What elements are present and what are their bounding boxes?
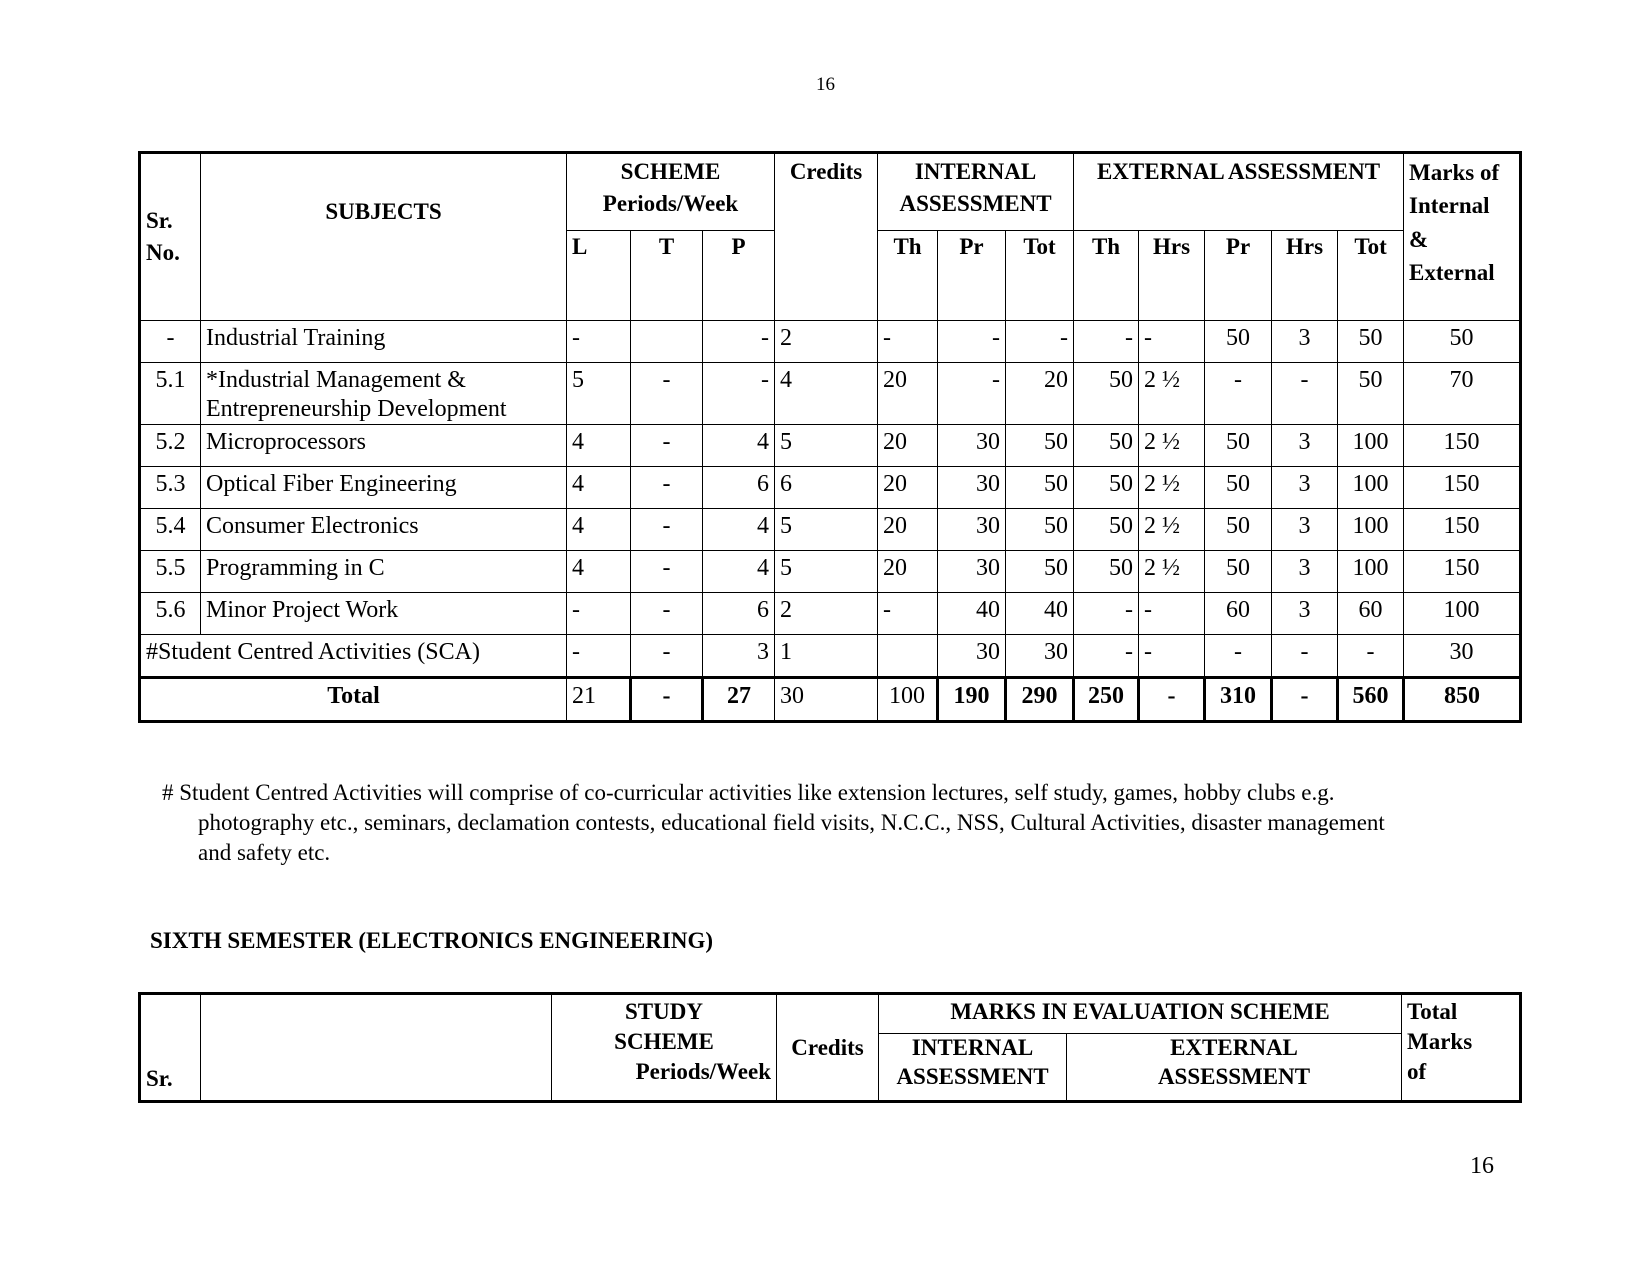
footnote-line: # Student Centred Activities will comprise of co-curricular activities like extension lectures, self study, games, hobby clubs e.g.: [162, 780, 1335, 805]
cell-T: -: [631, 508, 703, 550]
t2-header-credits: Credits: [777, 994, 879, 1102]
cell-credits: 6: [775, 466, 878, 508]
cell-sr-no: -: [140, 321, 201, 363]
cell-marks: 70: [1404, 363, 1521, 425]
cell-ext-tot: 50: [1338, 363, 1404, 425]
cell-P: 4: [703, 550, 775, 592]
cell-ext-hrs1: 2 ½: [1139, 424, 1205, 466]
header-p: P: [703, 231, 775, 321]
cell-marks: 150: [1404, 508, 1521, 550]
cell-T: -: [631, 550, 703, 592]
cell-ext-th: 50: [1074, 508, 1139, 550]
cell-sr-no: 5.1: [140, 363, 201, 425]
header-external-assessment: EXTERNAL ASSESSMENT: [1074, 153, 1404, 231]
cell-ext-th: -: [1074, 634, 1139, 677]
table-row: [140, 466, 1521, 508]
cell-credits: 2: [775, 321, 878, 363]
cell-sr-no: 5.3: [140, 466, 201, 508]
cell-ext-th: -: [1074, 592, 1139, 634]
cell-ext-hrs1: 2 ½: [1139, 363, 1205, 425]
cell-marks: 30: [1404, 634, 1521, 677]
cell-int-th: 20: [878, 363, 938, 425]
table-row: [140, 592, 1521, 634]
cell-L: 4: [567, 550, 631, 592]
cell-credits: 1: [775, 634, 878, 677]
header-ext-hrs-practical: Hrs: [1272, 231, 1338, 321]
section-title: SIXTH SEMESTER (ELECTRONICS ENGINEERING): [150, 928, 713, 953]
header-t: T: [631, 231, 703, 321]
cell-int-tot: 50: [1006, 424, 1074, 466]
t2-header-marks-evaluation: MARKS IN EVALUATION SCHEME: [879, 994, 1402, 1034]
header-l: L: [567, 231, 631, 321]
cell-ext-th: 50: [1074, 363, 1139, 425]
cell-ext-tot: 50: [1338, 321, 1404, 363]
cell-ext-pr: 50: [1205, 424, 1272, 466]
t2-total-line: Total: [1407, 999, 1458, 1024]
cell-total-ext-pr: 310: [1205, 677, 1272, 721]
cell-ext-hrs1: 2 ½: [1139, 466, 1205, 508]
header-int-th: Th: [878, 231, 938, 321]
cell-L: -: [567, 321, 631, 363]
table-row: [140, 550, 1521, 592]
cell-ext-tot: 100: [1338, 550, 1404, 592]
cell-int-tot: 50: [1006, 550, 1074, 592]
t2-header-external: [1067, 1034, 1402, 1102]
cell-T: [631, 321, 703, 363]
t2-external-line: ASSESSMENT: [1157, 1063, 1311, 1089]
cell-int-pr: 40: [938, 592, 1006, 634]
cell-L: 4: [567, 466, 631, 508]
cell-ext-tot: 100: [1338, 508, 1404, 550]
sca-footnote: [162, 778, 1522, 868]
cell-marks: 100: [1404, 592, 1521, 634]
t2-internal-line: ASSESSMENT: [896, 1063, 1049, 1089]
cell-int-th: 20: [878, 508, 938, 550]
cell-P: 4: [703, 508, 775, 550]
cell-ext-hrs1: -: [1139, 321, 1205, 363]
t2-study-line: Periods/Week: [635, 1058, 771, 1084]
cell-L: 4: [567, 508, 631, 550]
cell-ext-tot: 60: [1338, 592, 1404, 634]
table-row: [140, 363, 1521, 425]
cell-int-pr: 30: [938, 466, 1006, 508]
cell-ext-pr: 60: [1205, 592, 1272, 634]
cell-credits: 5: [775, 550, 878, 592]
header-ext-hrs: Hrs: [1139, 231, 1205, 321]
cell-int-pr: 30: [938, 634, 1006, 677]
cell-sca-label: #Student Centred Activities (SCA): [140, 634, 567, 677]
cell-marks: 50: [1404, 321, 1521, 363]
cell-total-T: -: [631, 677, 703, 721]
cell-total-marks: 850: [1404, 677, 1521, 721]
table-row-sca: [140, 634, 1521, 677]
cell-ext-tot: 100: [1338, 424, 1404, 466]
cell-int-th: 20: [878, 550, 938, 592]
cell-P: 4: [703, 424, 775, 466]
cell-int-th: 20: [878, 466, 938, 508]
t2-header-sr: Sr.: [140, 994, 201, 1102]
header-internal-assessment: INTERNAL ASSESSMENT: [878, 153, 1074, 231]
header-sr-no: Sr. No.: [140, 153, 201, 321]
t2-header-internal: [879, 1034, 1067, 1102]
cell-ext-hrs2: -: [1272, 363, 1338, 425]
fifth-semester-scheme-table: [138, 151, 1522, 723]
table-row: [140, 321, 1521, 363]
cell-ext-pr: 50: [1205, 508, 1272, 550]
cell-subject: Industrial Training: [201, 321, 567, 363]
cell-ext-hrs2: 3: [1272, 321, 1338, 363]
cell-ext-hrs1: -: [1139, 634, 1205, 677]
cell-subject: Optical Fiber Engineering: [201, 466, 567, 508]
cell-ext-pr: 50: [1205, 466, 1272, 508]
cell-int-pr: -: [938, 363, 1006, 425]
header-credits: Credits: [775, 153, 878, 321]
cell-int-th: [878, 634, 938, 677]
cell-ext-hrs2: 3: [1272, 466, 1338, 508]
t2-total-line: Marks: [1407, 1028, 1473, 1054]
header-ext-pr: Pr: [1205, 231, 1272, 321]
cell-L: 5: [567, 363, 631, 425]
cell-sr-no: 5.6: [140, 592, 201, 634]
t2-external-line: EXTERNAL: [1170, 1035, 1298, 1060]
table-row: [140, 508, 1521, 550]
cell-ext-pr: -: [1205, 363, 1272, 425]
cell-subject: Microprocessors: [201, 424, 567, 466]
cell-P: 3: [703, 634, 775, 677]
cell-int-th: 20: [878, 424, 938, 466]
cell-total-ext-hrs2: -: [1272, 677, 1338, 721]
cell-ext-th: -: [1074, 321, 1139, 363]
cell-credits: 2: [775, 592, 878, 634]
footnote-line: and safety etc.: [198, 840, 331, 865]
cell-int-tot: 50: [1006, 508, 1074, 550]
cell-int-tot: 30: [1006, 634, 1074, 677]
cell-int-tot: 40: [1006, 592, 1074, 634]
cell-ext-hrs1: 2 ½: [1139, 550, 1205, 592]
cell-ext-tot: -: [1338, 634, 1404, 677]
cell-ext-pr: 50: [1205, 550, 1272, 592]
cell-marks: 150: [1404, 550, 1521, 592]
t2-study-line: STUDY: [625, 999, 703, 1024]
cell-P: -: [703, 321, 775, 363]
cell-total-int-tot: 290: [1006, 677, 1074, 721]
header-scheme: SCHEME Periods/Week: [567, 153, 775, 231]
cell-sr-no: 5.4: [140, 508, 201, 550]
cell-subject: Programming in C: [201, 550, 567, 592]
cell-ext-th: 50: [1074, 466, 1139, 508]
cell-P: 6: [703, 466, 775, 508]
t2-study-line: SCHEME: [614, 1028, 714, 1054]
cell-subject: Minor Project Work: [201, 592, 567, 634]
cell-subject: *Industrial Management & Entrepreneurship Development: [201, 363, 567, 425]
cell-ext-pr: -: [1205, 634, 1272, 677]
cell-ext-th: 50: [1074, 550, 1139, 592]
cell-total-label: Total: [140, 677, 567, 721]
cell-P: 6: [703, 592, 775, 634]
cell-total-credits: 30: [775, 677, 878, 721]
cell-ext-hrs2: 3: [1272, 424, 1338, 466]
cell-credits: 5: [775, 508, 878, 550]
cell-ext-hrs2: -: [1272, 634, 1338, 677]
cell-P: -: [703, 363, 775, 425]
table-body: [140, 321, 1521, 722]
cell-ext-th: 50: [1074, 424, 1139, 466]
header-int-tot: Tot: [1006, 231, 1074, 321]
page-number-top: 16: [816, 74, 835, 95]
cell-subject: Consumer Electronics: [201, 508, 567, 550]
cell-sr-no: 5.2: [140, 424, 201, 466]
cell-T: -: [631, 592, 703, 634]
t2-header-total-marks: [1402, 994, 1521, 1102]
cell-marks: 150: [1404, 466, 1521, 508]
cell-ext-hrs2: 3: [1272, 592, 1338, 634]
header-subjects: SUBJECTS: [201, 153, 567, 321]
t2-header-subjects: [201, 994, 552, 1102]
cell-L: -: [567, 592, 631, 634]
cell-T: -: [631, 363, 703, 425]
cell-ext-hrs1: 2 ½: [1139, 508, 1205, 550]
page-number-bottom: 16: [1470, 1153, 1494, 1179]
cell-L: -: [567, 634, 631, 677]
cell-L: 4: [567, 424, 631, 466]
cell-total-ext-tot: 560: [1338, 677, 1404, 721]
cell-int-th: -: [878, 321, 938, 363]
t2-internal-line: INTERNAL: [911, 1035, 1034, 1060]
cell-int-tot: 50: [1006, 466, 1074, 508]
cell-ext-hrs1: -: [1139, 592, 1205, 634]
cell-T: -: [631, 634, 703, 677]
cell-total-P: 27: [703, 677, 775, 721]
header-ext-th: Th: [1074, 231, 1139, 321]
cell-int-pr: 30: [938, 550, 1006, 592]
table-row: [140, 424, 1521, 466]
table-row-total: [140, 677, 1521, 721]
footnote-line: photography etc., seminars, declamation contests, educational field visits, N.C.C., NSS, Cultural Activities, disaster management: [198, 810, 1385, 835]
header-marks-internal-external: Marks of Internal & External: [1404, 153, 1521, 321]
t2-total-line: of: [1407, 1058, 1427, 1084]
cell-total-int-th: 100: [878, 677, 938, 721]
cell-int-pr: 30: [938, 508, 1006, 550]
t2-header-study-scheme: [552, 994, 777, 1102]
sixth-semester-scheme-table: [138, 992, 1522, 1103]
cell-total-int-pr: 190: [938, 677, 1006, 721]
cell-ext-pr: 50: [1205, 321, 1272, 363]
cell-ext-tot: 100: [1338, 466, 1404, 508]
cell-T: -: [631, 466, 703, 508]
cell-total-L: 21: [567, 677, 631, 721]
cell-int-pr: -: [938, 321, 1006, 363]
cell-total-ext-hrs1: -: [1139, 677, 1205, 721]
cell-total-ext-th: 250: [1074, 677, 1139, 721]
header-ext-tot: Tot: [1338, 231, 1404, 321]
cell-ext-hrs2: 3: [1272, 508, 1338, 550]
cell-credits: 5: [775, 424, 878, 466]
cell-credits: 4: [775, 363, 878, 425]
cell-int-tot: -: [1006, 321, 1074, 363]
cell-int-th: -: [878, 592, 938, 634]
cell-sr-no: 5.5: [140, 550, 201, 592]
cell-int-pr: 30: [938, 424, 1006, 466]
cell-T: -: [631, 424, 703, 466]
cell-ext-hrs2: 3: [1272, 550, 1338, 592]
cell-marks: 150: [1404, 424, 1521, 466]
header-int-pr: Pr: [938, 231, 1006, 321]
cell-int-tot: 20: [1006, 363, 1074, 425]
